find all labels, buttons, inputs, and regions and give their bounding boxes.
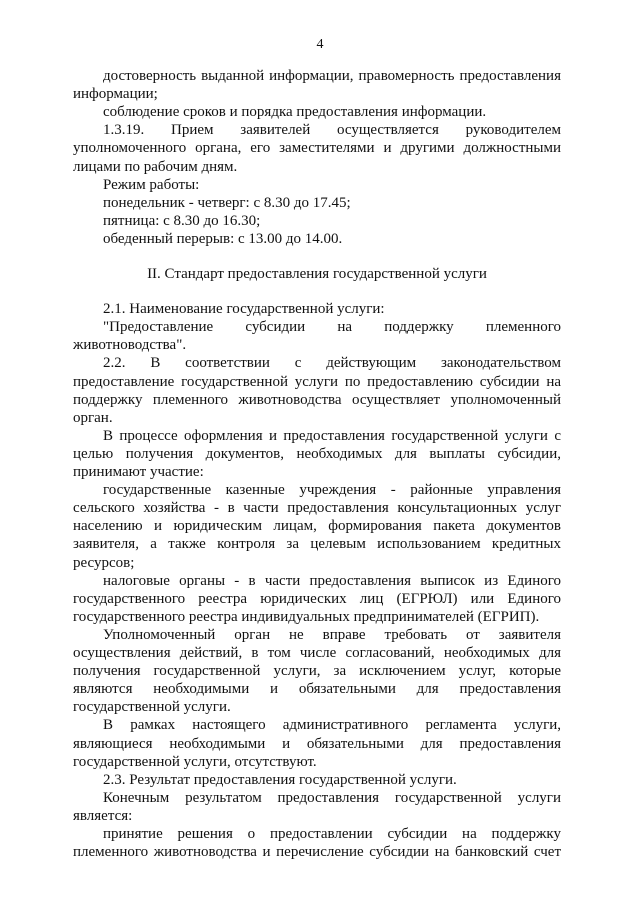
paragraph-2-2-line: орган. [73,409,113,426]
paragraph-mon-thu-line: понедельник - четверг: с 8.30 до 17.45; [103,194,351,211]
paragraph-state-institutions-line: государственные казенные учреждения - районные управления [103,482,561,499]
paragraph-service-name-line: животноводства". [73,337,187,354]
paragraph-2-1-line: 2.1. Наименование государственной услуги: [103,301,385,318]
paragraph-participants-line: принимают участие: [73,464,204,480]
paragraph-service-name-line: "Предоставление субсидии на поддержку племенного [103,319,561,336]
paragraph-info-reliability-line: достоверность выданной информации, правомерность предоставления [103,68,561,84]
paragraph-state-institutions-line: ресурсов; [73,554,135,571]
paragraph-participants-line: В процессе оформления и предоставления государственной услуги с [103,427,561,444]
section-heading-ii: II. Стандарт предоставления государственной услуги [147,266,487,282]
paragraph-info-reliability-line: информации; [73,86,158,103]
paragraph-decision-line: принятие решения о предоставлении субсидии на поддержку [103,826,561,842]
paragraph-authority-restriction-line: государственной услуги. [73,699,231,716]
paragraph-work-schedule-line: Режим работы: [103,176,200,193]
paragraph-tax-authorities-line: налоговые органы - в части предоставления выписок из Единого [103,572,561,589]
paragraph-authority-restriction-line: являются необходимыми и обязательными для предоставления [73,681,561,698]
paragraph-2-2-line: поддержку племенного животноводства осуществляет уполномоченный [73,391,561,408]
paragraph-no-required-services-line: являющиеся необходимыми и обязательными для предоставления [73,735,561,752]
paragraph-authority-restriction-line: Уполномоченный орган не вправе требовать от заявителя [103,626,561,643]
paragraph-deadline-compliance-line: соблюдение сроков и порядка предоставления информации. [103,104,487,121]
paragraph-2-2-line: 2.2. В соответствии с действующим законодательством [103,355,561,372]
paragraph-authority-restriction-line: осуществления действий, в том числе согласований, необходимых для [73,645,561,661]
paragraph-state-institutions-line: заявителя, а также контроля за целевым использованием кредитных [73,536,561,553]
paragraph-participants-line: целью получения документов, необходимых для выплаты субсидии, [73,445,561,462]
paragraph-friday-line: пятница: с 8.30 до 16.30; [103,212,261,229]
paragraph-authority-restriction-line: получения государственной услуги, за исключением услуг, которые [73,663,561,680]
paragraph-lunch-break-line: обеденный перерыв: с 13.00 до 14.00. [103,230,343,247]
paragraph-1-3-19-line: лицами по рабочим дням. [73,158,238,175]
page-number: 4 [316,37,324,52]
paragraph-tax-authorities-line: государственного реестра индивидуальных предпринимателей (ЕГРИП). [73,608,540,625]
paragraph-2-2-line: предоставление государственной услуги по предоставлению субсидии на [73,373,561,390]
paragraph-state-institutions-line: населению и юридическим лицам, формирования пакета документов [73,518,561,535]
paragraph-decision-line: племенного животноводства и перечисление субсидии на банковский счет [73,844,561,861]
paragraph-final-result-line: является: [73,807,133,824]
paragraph-1-3-19-line: уполномоченного органа, его заместителями и другими должностными [73,140,561,157]
paragraph-2-3-line: 2.3. Результат предоставления государственной услуги. [103,771,457,788]
paragraph-state-institutions-line: сельского хозяйства - в части предоставления консультационных услуг [73,500,561,517]
paragraph-1-3-19-line: 1.3.19. Прием заявителей осуществляется руководителем [103,122,561,139]
paragraph-tax-authorities-line: государственного реестра юридических лиц (ЕГРЮЛ) или Единого [73,590,561,607]
paragraph-no-required-services-line: В рамках настоящего административного регламента услуги, [103,717,561,734]
paragraph-final-result-line: Конечным результатом предоставления государственной услуги [103,789,561,806]
paragraph-no-required-services-line: государственной услуги, отсутствуют. [73,753,317,770]
